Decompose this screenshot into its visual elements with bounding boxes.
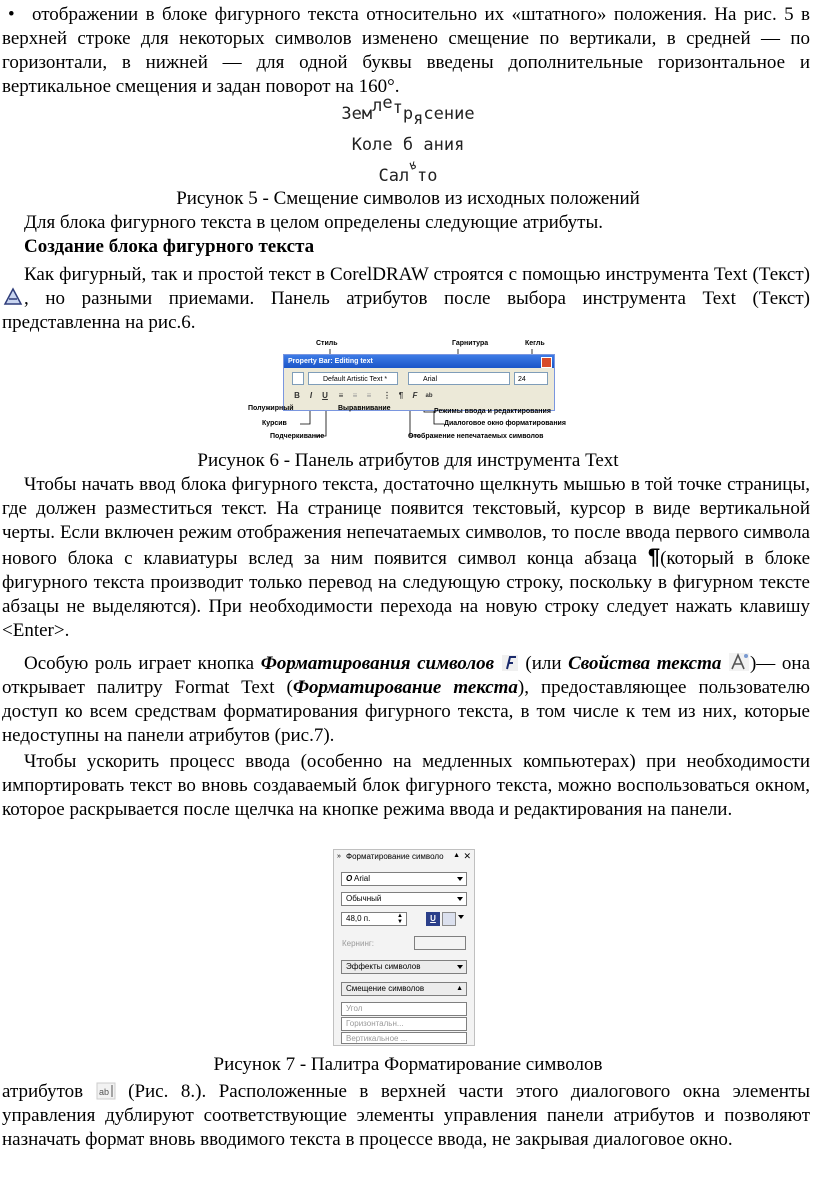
- angle-label: Угол: [346, 1004, 363, 1013]
- size-value: 48,0 п.: [346, 914, 371, 923]
- docker-grip-icon: »: [337, 853, 341, 860]
- label-underline: Подчеркивание: [270, 433, 325, 440]
- chevron-down-icon: [457, 897, 463, 901]
- kerning-input[interactable]: [414, 936, 466, 950]
- style-icon-button[interactable]: [292, 372, 304, 385]
- text-properties-icon: [728, 652, 750, 672]
- property-bar-title: [284, 355, 554, 368]
- spinner-icon[interactable]: ▲ ▼: [397, 913, 403, 925]
- text-bold-italic: Форматирования символов: [260, 653, 495, 674]
- fig5-char: ания: [413, 135, 465, 155]
- paragraph-role: [2, 652, 810, 748]
- effects-section[interactable]: [341, 960, 467, 974]
- align-button[interactable]: ≡: [338, 391, 344, 400]
- style-select[interactable]: [341, 892, 467, 906]
- kerning-label: Кернинг:: [342, 939, 375, 948]
- text: )— она открывает палитру Format Text (: [2, 653, 811, 698]
- property-bar: [283, 354, 555, 411]
- close-icon[interactable]: [541, 357, 552, 368]
- fig5-char: т: [392, 98, 403, 118]
- vertical-field[interactable]: [341, 1032, 467, 1044]
- italic-button[interactable]: I: [309, 391, 313, 400]
- figure-7-caption: Рисунок 7 - Палитра Форматирование символов: [213, 1054, 603, 1075]
- style-value: Обычный: [346, 894, 382, 903]
- fig5-char: Зем: [341, 104, 373, 124]
- text: (Рис. 8.). Расположенные в верхней части этого диалогового окна элементы управления дублируют соответствующие элементы управления панели атрибутов и позволяют назначать формат вновь вводимого текста в процессе ввода, не закрывая диалоговое окно.: [2, 1081, 810, 1150]
- offset-section[interactable]: [341, 982, 467, 996]
- chevron-down-icon: [457, 877, 463, 881]
- text: ), предоставляющее пользователю доступ ко всем средствам форматирования фигурного текста, в том числе к тем из них, которые недоступны на панели атрибутов (рис.7).: [2, 677, 810, 746]
- paragraph-last: [2, 1080, 810, 1152]
- offset-label: Смещение символов: [346, 984, 425, 993]
- columns-button[interactable]: ⋮: [383, 391, 391, 400]
- font-type-icon: O: [346, 874, 353, 883]
- underline-button[interactable]: U: [322, 391, 328, 400]
- fig5-char: я: [413, 109, 424, 129]
- figure-6-caption: Рисунок 6 - Панель атрибутов для инструмента Text: [197, 450, 619, 471]
- text-bold-italic: Свойства текста: [568, 653, 722, 674]
- text: Как фигурный, так и простой текст в CorelDRAW строятся с помощью инструмента Text (Текст): [24, 264, 810, 285]
- list-button[interactable]: ≡: [352, 391, 358, 400]
- label-bold: Полужирный: [248, 405, 294, 412]
- paragraph-speed: Чтобы ускорить процесс ввода (особенно на медленных компьютерах) при необходимости импортировать текст во вновь создаваемый блок фигурного текста, можно воспользоваться окном, которое раскрывается после щелчка на кнопке режима ввода и редактирования на панели.: [2, 751, 810, 820]
- fig5-word-3: [0, 157, 816, 186]
- format-characters-docker: [333, 849, 475, 1046]
- fig5-char: л: [372, 96, 383, 116]
- text: атрибутов: [2, 1081, 96, 1102]
- bullet-marker: •: [8, 4, 15, 25]
- nonprint-button[interactable]: ¶: [398, 391, 404, 400]
- svg-text:ab: ab: [98, 1087, 109, 1097]
- chevron-up-icon: ▲: [456, 985, 463, 992]
- label-align: Выравнивание: [338, 405, 391, 412]
- pilcrow-icon: ¶: [647, 544, 661, 569]
- angle-field[interactable]: [341, 1002, 467, 1016]
- fig5-char: б: [402, 135, 414, 155]
- paragraph-attributes: Для блока фигурного текста в целом определены следующие атрибуты.: [24, 212, 603, 233]
- section-heading: Создание блока фигурного текста: [24, 236, 315, 257]
- indent-button[interactable]: ≡: [366, 391, 372, 400]
- fig5-word-2: [0, 135, 816, 155]
- fig5-char: то: [417, 166, 438, 186]
- fig5-char: е: [382, 93, 393, 113]
- strikethrough-button[interactable]: [442, 912, 456, 926]
- bold-button[interactable]: B: [294, 391, 300, 400]
- label-nonprint: Отображение непечатаемых символов: [408, 433, 544, 440]
- paragraph-start: [2, 473, 810, 643]
- property-bar-title-text: Property Bar: Editing text: [288, 358, 373, 365]
- edit-text-button[interactable]: ab: [425, 393, 433, 399]
- fig5-char: Сал: [378, 166, 410, 186]
- vertical-label: Вертикальное ...: [346, 1034, 408, 1043]
- format-text-button[interactable]: F: [412, 391, 418, 400]
- text: Чтобы начать ввод блока фигурного текста, достаточно щелкнуть мышью в той точке страницы, где должен разместиться текст. На странице появится текстовый, курсор в виде вертикальной черты. Если включен режим отображения непечатаемых символов, то после ввода первого символа нового блока с клавиатуры вслед за ним появится символ конца абзаца: [2, 474, 810, 569]
- fig5-rotated-char: я: [406, 157, 420, 174]
- edit-text-icon: [96, 1082, 116, 1100]
- paragraph-create: [2, 263, 810, 335]
- text: (или: [518, 653, 569, 674]
- style-select[interactable]: Default Artistic Text *: [308, 372, 398, 385]
- text: Особую роль играет кнопка: [24, 653, 261, 674]
- fig5-word-1: [0, 93, 816, 129]
- font-select[interactable]: Arial: [408, 372, 510, 385]
- label-italic: Курсив: [262, 420, 287, 427]
- label-font: Гарнитура: [452, 340, 489, 347]
- fig5-char: сение: [423, 104, 475, 124]
- fig5-char: р: [402, 104, 414, 124]
- underline-button[interactable]: U: [426, 912, 440, 926]
- font-value: Arial: [354, 874, 371, 883]
- close-icon[interactable]: ✕: [463, 851, 471, 861]
- chevron-down-icon: [457, 965, 463, 969]
- size-input[interactable]: [341, 912, 407, 926]
- figure-5-caption: Рисунок 5 - Смещение символов из исходных положений: [176, 188, 640, 209]
- collapse-icon[interactable]: ▲: [453, 852, 460, 859]
- label-style: Стиль: [316, 340, 338, 347]
- label-format-dialog: Диалоговое окно форматирования: [444, 420, 566, 427]
- effects-label: Эффекты символов: [346, 962, 421, 971]
- horizontal-label: Горизонтальн...: [346, 1019, 404, 1028]
- bullet-paragraph: отображении в блоке фигурного текста относительно их «штатного» положения. На рис. 5 в верхней строке для некоторых символов изменено смещение по вертикали, в средней — по горизонтали, в нижней — для одной буквы введены дополнительные горизонтальное и вертикальное смещения и задан поворот на 160°.: [2, 4, 810, 97]
- text: (который в блоке фигурного текста производит только перевод на следующую строку, поскольку в фигурном тексте абзацы не выделяются). При необходимости перехода на новую строку следует нажать клавишу <Enter>.: [2, 548, 811, 641]
- text-tool-icon: [2, 287, 24, 307]
- docker-title: Форматирование символо: [346, 852, 444, 861]
- format-characters-icon: [501, 654, 519, 672]
- font-select[interactable]: [341, 872, 467, 886]
- chevron-down-icon[interactable]: [458, 915, 464, 919]
- size-select[interactable]: 24: [514, 372, 548, 385]
- text: , но разными приемами. Панель атрибутов после выбора инструмента Text (Текст) представленна на рис.6.: [2, 288, 810, 333]
- label-size: Кегль: [525, 340, 545, 347]
- horizontal-field[interactable]: [341, 1017, 467, 1031]
- fig5-char: Коле: [351, 135, 403, 155]
- text-bold-italic: Форматирование текста: [292, 677, 518, 698]
- label-edit-modes: Режимы ввода и редактирования: [434, 408, 551, 415]
